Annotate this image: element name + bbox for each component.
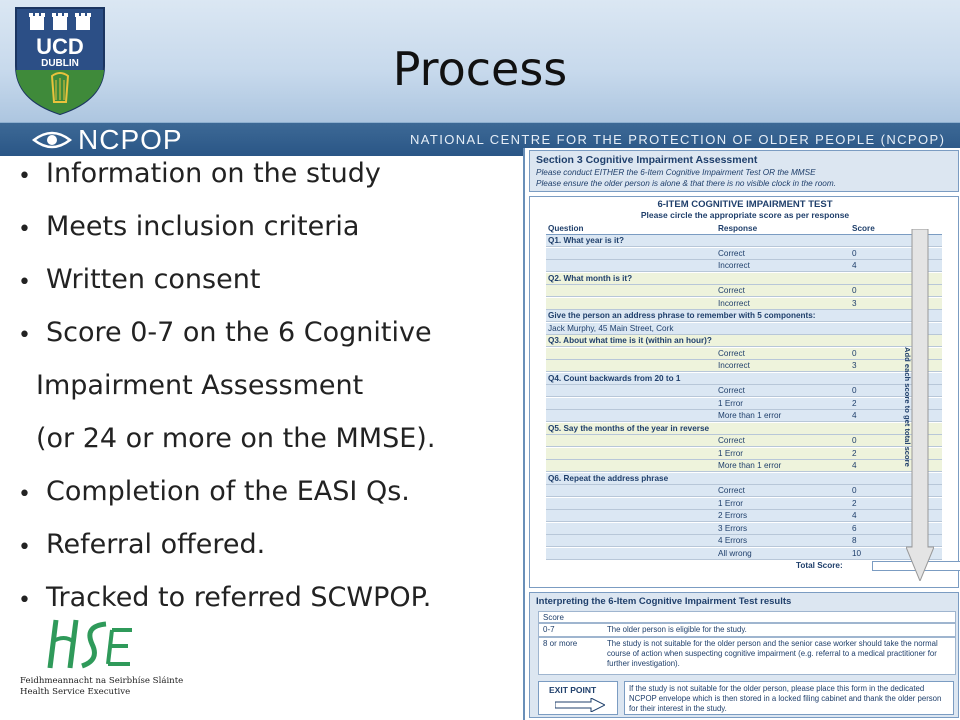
row-response: Correct bbox=[718, 436, 745, 445]
total-score-label: Total Score: bbox=[796, 561, 843, 570]
row-score[interactable]: 3 bbox=[852, 298, 857, 308]
interpretation-header-row bbox=[538, 611, 956, 623]
table-row bbox=[546, 298, 942, 310]
table-row bbox=[546, 335, 942, 347]
column-header-score: Score bbox=[852, 224, 875, 233]
table-row bbox=[546, 273, 942, 285]
row-response: Correct bbox=[718, 248, 745, 258]
row-response: 4 Errors bbox=[718, 536, 748, 545]
table-row bbox=[546, 323, 942, 335]
row-response: Incorrect bbox=[718, 298, 750, 308]
row-response: 1 Error bbox=[718, 398, 744, 408]
interpretation-row bbox=[538, 623, 956, 637]
test-subtitle: Please circle the appropriate score as per response bbox=[640, 210, 850, 220]
bullet-text: Score 0-7 on the 6 Cognitive bbox=[46, 317, 432, 348]
ncpop-full-name: NATIONAL CENTRE FOR THE PROTECTION OF OLDER PEOPLE (NCPOP) bbox=[410, 132, 946, 147]
interpretation-text: The study is not suitable for the older person and the senior case worker should take the normal course of action when suspecting cognitive impairment (e.g. referral to a medical practitioner for further investigation). bbox=[607, 639, 938, 668]
hse-english-name: Health Service Executive bbox=[20, 687, 131, 697]
table-row bbox=[546, 460, 942, 472]
table-row bbox=[546, 248, 942, 260]
bullet-text: Tracked to referred SCWPOP. bbox=[46, 582, 432, 613]
bullet-text: Completion of the EASI Qs. bbox=[46, 476, 410, 507]
bullet-icon: • bbox=[18, 482, 31, 507]
ncpop-logo bbox=[32, 125, 183, 155]
exit-point-text: If the study is not suitable for the older person, please place this form in the dedicated NCPOP envelope which is then stored in a locked filing cabinet and thank the older person for their interest in the study. bbox=[624, 681, 954, 715]
table-row bbox=[546, 435, 942, 447]
total-score-row bbox=[546, 560, 942, 572]
row-score[interactable]: 2 bbox=[852, 498, 857, 508]
row-score[interactable]: 4 bbox=[852, 461, 857, 470]
interpretation-score: 0-7 bbox=[543, 625, 555, 634]
row-response: 1 Error bbox=[718, 498, 744, 508]
interpretation-score-label: Score bbox=[543, 613, 564, 622]
row-response: Correct bbox=[718, 348, 745, 358]
hse-logo-mark bbox=[14, 616, 164, 672]
row-response: 2 Errors bbox=[718, 511, 748, 520]
row-score[interactable]: 4 bbox=[852, 411, 857, 420]
bullet-icon: • bbox=[18, 164, 31, 189]
row-response: More than 1 error bbox=[718, 411, 782, 420]
test-title: 6-ITEM COGNITIVE IMPAIRMENT TEST bbox=[657, 199, 833, 210]
row-score[interactable]: 0 bbox=[852, 486, 857, 495]
ucd-crest-text: UCD bbox=[36, 34, 84, 59]
row-score[interactable]: 0 bbox=[852, 386, 857, 395]
form-instruction: Please ensure the older person is alone & that there is no visible clock in the room. bbox=[536, 179, 836, 188]
row-score[interactable]: 2 bbox=[852, 398, 857, 408]
row-question: Q4. Count backwards from 20 to 1 bbox=[548, 373, 681, 383]
table-row bbox=[546, 310, 942, 322]
bullet-icon: • bbox=[18, 588, 31, 613]
table-row bbox=[546, 360, 942, 372]
table-row bbox=[546, 548, 942, 560]
table-row bbox=[546, 285, 942, 297]
row-question: Give the person an address phrase to remember with 5 components: bbox=[548, 311, 816, 320]
hse-irish-name: Feidhmeannacht na Seirbhíse Sláinte bbox=[20, 676, 184, 686]
table-row bbox=[546, 523, 942, 535]
table-row bbox=[546, 448, 942, 460]
row-score[interactable]: 2 bbox=[852, 448, 857, 458]
bullet-continuation: (or 24 or more on the MMSE). bbox=[36, 423, 436, 454]
eye-icon bbox=[32, 128, 72, 152]
row-response: 3 Errors bbox=[718, 523, 748, 533]
form-section-title: Section 3 Cognitive Impairment Assessment bbox=[536, 154, 758, 166]
row-response: 1 Error bbox=[718, 448, 744, 458]
interpretation-box bbox=[529, 592, 959, 718]
interpretation-title: Interpreting the 6-Item Cognitive Impairment Test results bbox=[536, 596, 792, 607]
row-response: Incorrect bbox=[718, 361, 750, 370]
assessment-form bbox=[523, 148, 960, 720]
bullet-text: Information on the study bbox=[46, 158, 381, 189]
row-response: Correct bbox=[718, 486, 745, 495]
interpretation-score: 8 or more bbox=[543, 639, 578, 648]
table-row bbox=[546, 373, 942, 385]
row-question: Q3. About what time is it (within an hour)? bbox=[548, 336, 712, 345]
row-score[interactable]: 10 bbox=[852, 548, 862, 558]
row-response: All wrong bbox=[718, 548, 752, 558]
row-score[interactable]: 0 bbox=[852, 248, 857, 258]
form-section-header bbox=[529, 150, 959, 192]
exit-point-label: EXIT POINT bbox=[549, 685, 597, 695]
table-row bbox=[546, 498, 942, 510]
column-header-response: Response bbox=[718, 224, 758, 233]
table-row bbox=[546, 260, 942, 272]
row-response: Correct bbox=[718, 286, 745, 295]
column-header-question: Question bbox=[548, 224, 584, 233]
ucd-crest-subtext: DUBLIN bbox=[41, 58, 79, 69]
bullet-text: Written consent bbox=[46, 264, 261, 295]
table-row bbox=[546, 385, 942, 397]
row-response: Correct bbox=[718, 386, 745, 395]
row-score[interactable]: 3 bbox=[852, 361, 857, 370]
row-score[interactable]: 0 bbox=[852, 348, 857, 358]
row-question: Q2. What month is it? bbox=[548, 273, 633, 283]
bullet-icon: • bbox=[18, 535, 31, 560]
cognitive-test-table bbox=[529, 196, 959, 588]
slide-title: Process bbox=[392, 42, 568, 96]
row-response: Incorrect bbox=[718, 261, 750, 270]
bullet-icon: • bbox=[18, 323, 31, 348]
ncpop-logo-text: NCPOP bbox=[78, 124, 183, 155]
right-arrow-icon bbox=[555, 698, 605, 712]
interpretation-row bbox=[538, 637, 956, 675]
table-row bbox=[546, 423, 942, 435]
row-question: Q6. Repeat the address phrase bbox=[548, 473, 669, 483]
table-row bbox=[546, 535, 942, 547]
row-score[interactable]: 6 bbox=[852, 523, 857, 533]
bullet-icon: • bbox=[18, 217, 31, 242]
arrow-label: Add each score to get total score bbox=[903, 347, 912, 467]
table-row bbox=[546, 348, 942, 360]
table-row bbox=[546, 410, 942, 422]
table-row bbox=[546, 510, 942, 522]
row-score[interactable]: 8 bbox=[852, 536, 857, 545]
row-score[interactable]: 0 bbox=[852, 436, 857, 445]
bullet-icon: • bbox=[18, 270, 31, 295]
table-row bbox=[546, 473, 942, 485]
bullet-text: Meets inclusion criteria bbox=[46, 211, 360, 242]
form-instruction: Please conduct EITHER the 6-Item Cognitive Impairment Test OR the MMSE bbox=[536, 168, 816, 177]
table-header-row bbox=[546, 223, 942, 235]
row-score[interactable]: 0 bbox=[852, 286, 857, 295]
bullet-continuation: Impairment Assessment bbox=[36, 370, 364, 401]
hse-logo bbox=[14, 616, 184, 706]
row-response: More than 1 error bbox=[718, 461, 782, 470]
bullet-text: Referral offered. bbox=[46, 529, 266, 560]
table-row bbox=[546, 485, 942, 497]
table-row bbox=[546, 398, 942, 410]
interpretation-text: The older person is eligible for the study. bbox=[607, 625, 747, 634]
table-row bbox=[546, 235, 942, 247]
exit-point-box bbox=[538, 681, 618, 715]
row-question: Jack Murphy, 45 Main Street, Cork bbox=[548, 323, 674, 333]
row-question: Q5. Say the months of the year in reverse bbox=[548, 423, 710, 433]
row-score[interactable]: 4 bbox=[852, 261, 857, 270]
row-question: Q1. What year is it? bbox=[548, 236, 624, 245]
row-score[interactable]: 4 bbox=[852, 511, 857, 520]
